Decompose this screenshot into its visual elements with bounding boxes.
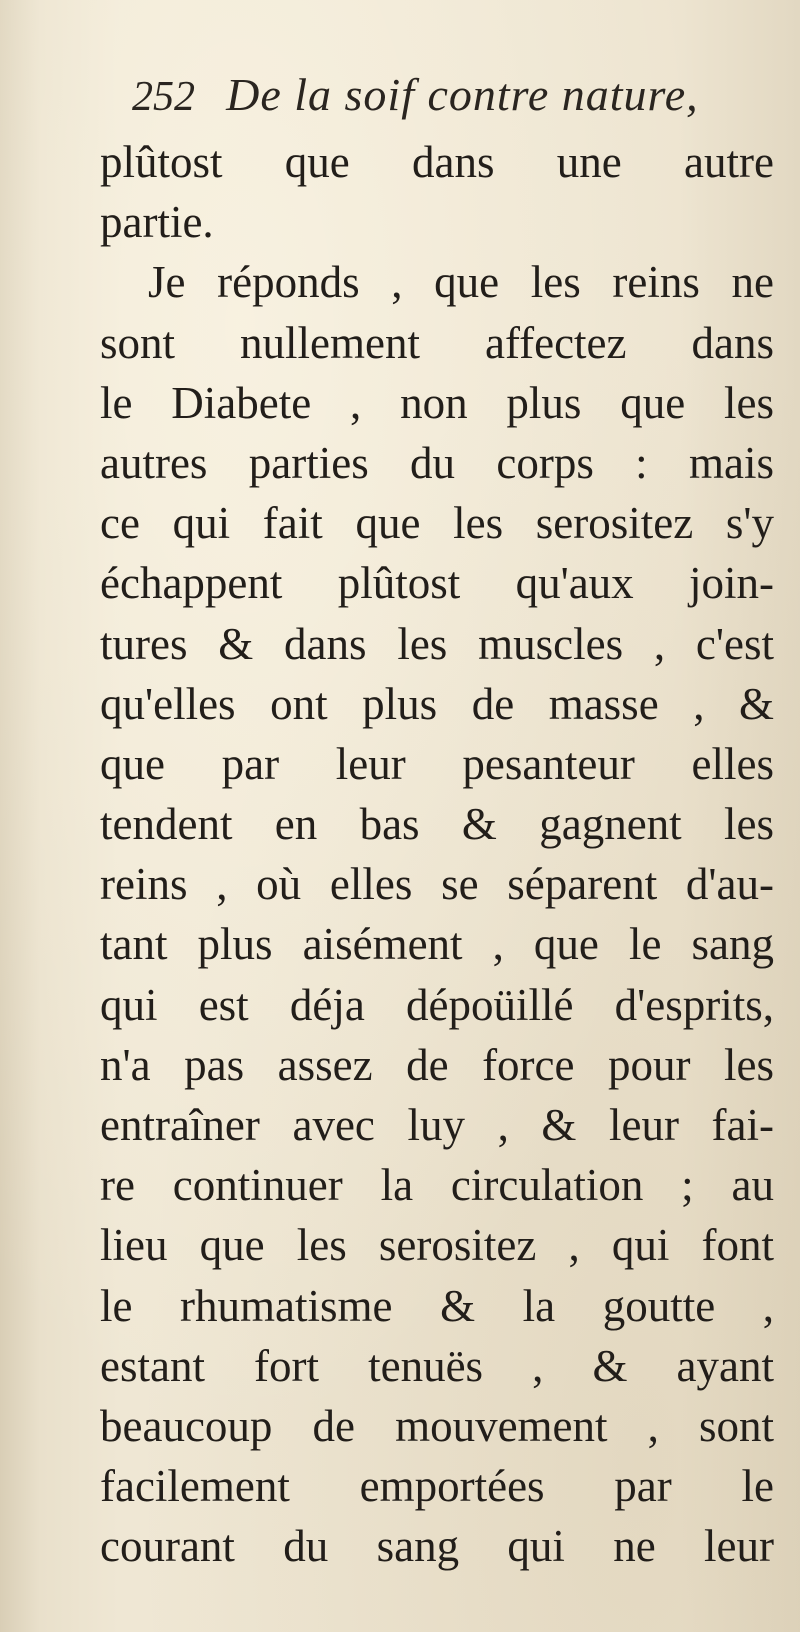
running-title: De la soif contre nature,: [226, 69, 699, 120]
text-line: estant fort tenuës , & ayant: [100, 1340, 774, 1391]
text-line: ce qui fait que les serositez s'y: [100, 498, 774, 549]
text-line: entraîner avec luy , & leur fai-: [100, 1100, 774, 1150]
text-line: que par leur pesanteur elles: [100, 738, 774, 789]
body-text: [100, 132, 774, 1577]
text-line: courant du sang qui ne leur: [100, 1521, 774, 1572]
text-line: partie.: [100, 197, 214, 248]
text-line: facilement emportées par le: [100, 1461, 774, 1512]
text-line: plûtost que dans une autre: [100, 137, 774, 187]
text-line: qui est déja dépoüillé d'esprits,: [100, 979, 774, 1030]
text-line: tures & dans les muscles , c'est: [100, 618, 774, 669]
text-line: lieu que les serositez , qui font: [100, 1220, 774, 1271]
text-line: échappent plûtost qu'aux join-: [100, 558, 774, 609]
page-header: [132, 68, 772, 138]
text-line: le Diabete , non plus que les: [100, 377, 774, 428]
text-line: autres parties du corps : mais: [100, 437, 774, 488]
text-line: n'a pas assez de force pour les: [100, 1039, 774, 1090]
page-number: 252: [132, 74, 195, 120]
text-line: reins , où elles se séparent d'au-: [100, 859, 774, 910]
text-line: beaucoup de mouvement , sont: [100, 1400, 774, 1451]
text-line: qu'elles ont plus de masse , &: [100, 678, 774, 729]
text-line: Je réponds , que les reins ne: [148, 257, 774, 308]
text-line: le rhumatisme & la goutte ,: [100, 1280, 774, 1331]
text-line: tendent en bas & gagnent les: [100, 799, 774, 850]
text-line: re continuer la circulation ; au: [100, 1160, 774, 1211]
text-line: tant plus aisément , que le sang: [100, 919, 774, 970]
text-line: sont nullement affectez dans: [100, 317, 774, 368]
